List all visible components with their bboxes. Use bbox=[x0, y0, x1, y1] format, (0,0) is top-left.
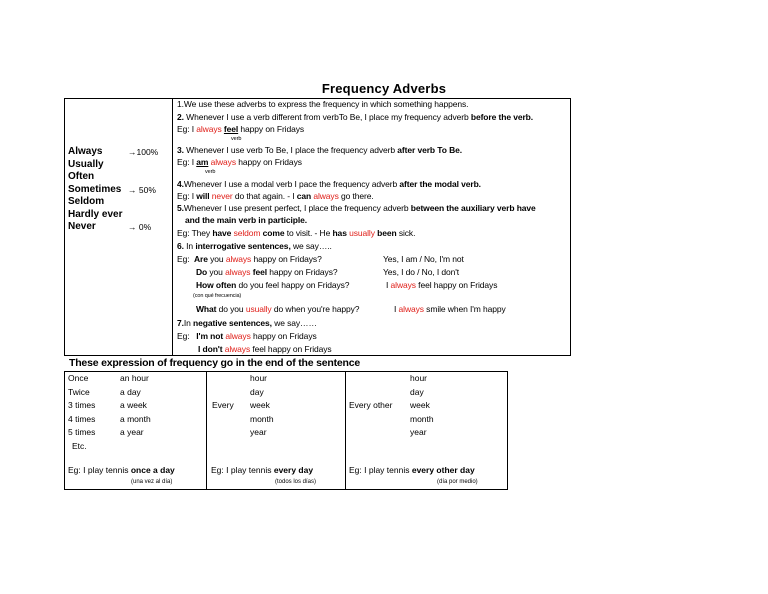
scale-item: Usually bbox=[68, 158, 104, 170]
verb-note: verb bbox=[231, 136, 242, 142]
scale-item: Hardly ever bbox=[68, 208, 123, 220]
scale-item: Often bbox=[68, 171, 95, 182]
table-divider bbox=[206, 371, 207, 490]
example-every: Eg: I play tennis every day bbox=[211, 465, 314, 475]
translation: (todos los días) bbox=[275, 479, 317, 485]
example-3: Eg: I am always happy on Fridays bbox=[177, 157, 302, 167]
period-list: an hour a day a week a month a year bbox=[120, 373, 151, 437]
page-title: Frequency Adverbs bbox=[321, 81, 447, 96]
question-4: What do you usually do when you're happy? bbox=[196, 304, 360, 314]
scale-item: Always →100% bbox=[68, 146, 159, 157]
negative-2: I don't always feel happy on Fridays bbox=[198, 344, 332, 354]
answer-2: Yes, I do / No, I don't bbox=[383, 267, 460, 277]
frequency-scale bbox=[68, 146, 168, 234]
rule-5: 5.Whenever I use present perfect, I place the frequency adverb between the auxiliary verb have bbox=[177, 203, 536, 213]
every-label: Every bbox=[212, 400, 234, 410]
example-once: Eg: I play tennis once a day bbox=[68, 465, 175, 475]
period-list: hour day week month year bbox=[410, 373, 434, 437]
section-heading: These expression of frequency go in the end of the sentence bbox=[69, 357, 361, 369]
translation: (día por medio) bbox=[437, 479, 478, 485]
negative-1: Eg: I'm not always happy on Fridays bbox=[177, 331, 317, 341]
answer-1: Yes, I am / No, I'm not bbox=[383, 254, 464, 264]
rule-5-cont: and the main verb in participle. bbox=[185, 215, 307, 225]
answer-4: I always smile when I'm happy bbox=[394, 304, 506, 314]
every-other-label: Every other bbox=[349, 400, 393, 410]
question-2: Do you always feel happy on Fridays? bbox=[196, 267, 338, 277]
example-4: Eg: I will never do that again. - I can always go there. bbox=[177, 191, 374, 201]
table-divider bbox=[172, 98, 173, 356]
count-list: Once Twice 3 times 4 times 5 times Etc. bbox=[68, 373, 96, 451]
rule-3: 3. Whenever I use verb To Be, I place the frequency adverb after verb To Be. bbox=[177, 145, 463, 155]
rule-2: 2. Whenever I use a verb different from verbTo Be, I place my frequency adverb before the verb. bbox=[177, 112, 534, 122]
example-5: Eg: They have seldom come to visit. - He has usually been sick. bbox=[177, 228, 416, 238]
question-3: How often do you feel happy on Fridays? bbox=[196, 280, 350, 290]
rule-7: 7.In negative sentences, we say…… bbox=[177, 318, 317, 328]
rule-6: 6. In interrogative sentences, we say….. bbox=[177, 241, 332, 251]
example-2: Eg: I always feel happy on Fridays bbox=[177, 124, 305, 134]
translation-note: (con qué frecuencia) bbox=[193, 293, 242, 299]
table-divider bbox=[345, 371, 346, 490]
period-list: hour day week month year bbox=[250, 373, 274, 437]
translation: (una vez al día) bbox=[131, 479, 173, 485]
example-every-other: Eg: I play tennis every other day bbox=[349, 465, 475, 475]
rule-4: 4.Whenever I use a modal verb I pace the frequency adverb after the modal verb. bbox=[177, 179, 481, 189]
answer-3: I always feel happy on Fridays bbox=[386, 280, 498, 290]
verb-note: verb bbox=[205, 169, 216, 175]
question-1: Eg: Are you always happy on Fridays? bbox=[177, 254, 322, 264]
scale-item: Sometimes → 50% bbox=[68, 183, 156, 195]
scale-item: Never → 0% bbox=[68, 221, 152, 232]
scale-item: Seldom bbox=[68, 196, 105, 207]
rule-1: 1.We use these adverbs to express the frequency in which something happens. bbox=[177, 99, 469, 109]
